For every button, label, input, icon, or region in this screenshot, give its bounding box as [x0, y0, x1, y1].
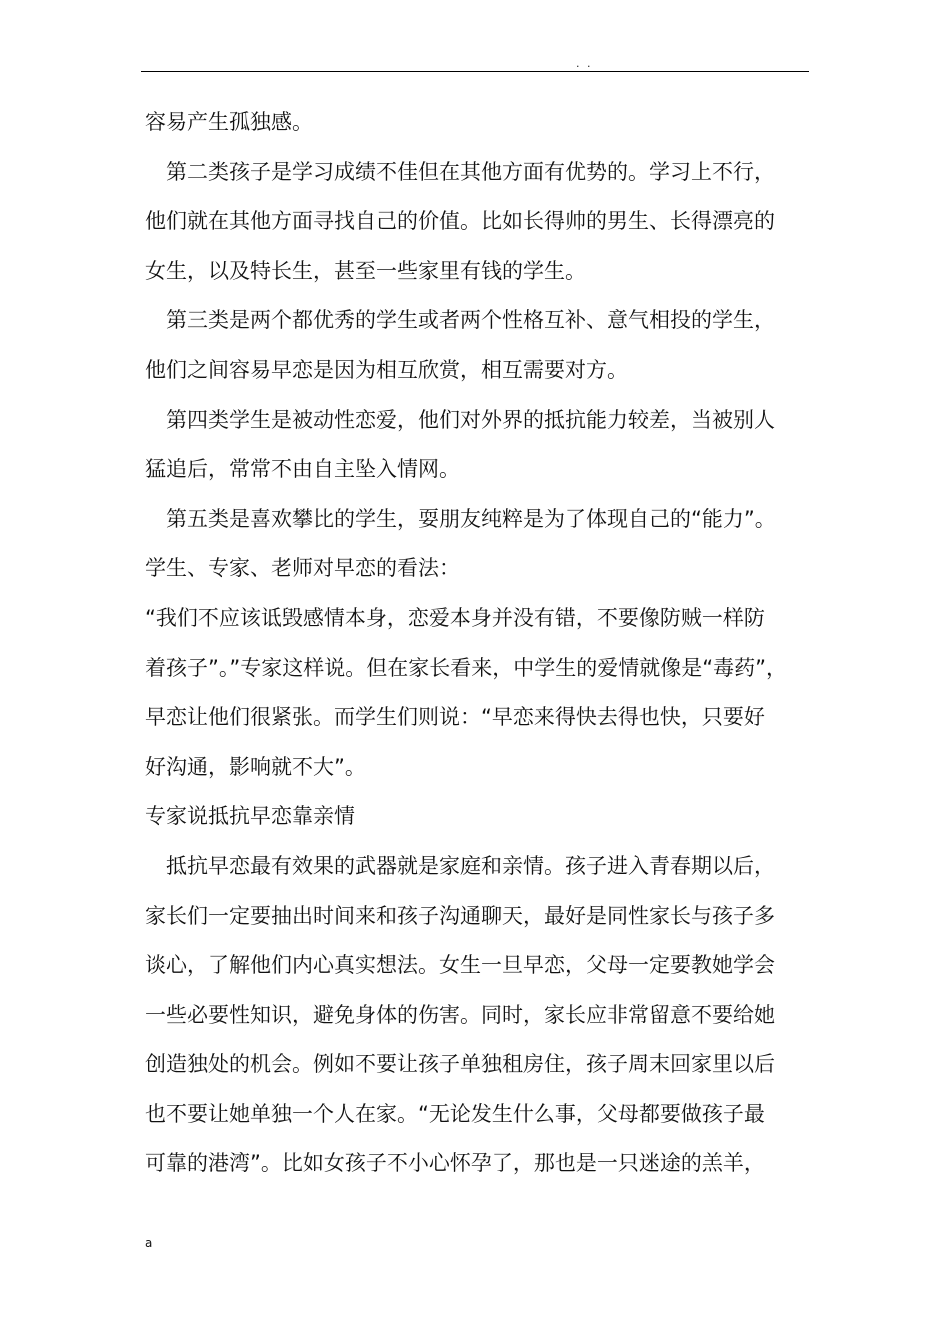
text-line: 学生、专家、老师对早恋的看法： [145, 556, 460, 581]
text-line: 可靠的港湾”。比如女孩子不小心怀孕了，那也是一只迷途的羔羊， [145, 1151, 765, 1176]
text-line: 第四类学生是被动性恋爱，他们对外界的抵抗能力较差，当被别人 [166, 407, 775, 432]
text-line: 第三类是两个都优秀的学生或者两个性格互补、意气相投的学生， [166, 308, 775, 333]
header-rule [141, 71, 809, 72]
text-line: 抵抗早恋最有效果的武器就是家庭和亲情。孩子进入青春期以后， [166, 853, 775, 878]
text-line: 也不要让她单独一个人在家。“无论发生什么事，父母都要做孩子最 [145, 1101, 765, 1126]
text-line: 好沟通，影响就不大”。 [145, 754, 366, 779]
text-line: 第五类是喜欢攀比的学生，耍朋友纯粹是为了体现自己的“能力”。 [166, 506, 776, 531]
text-line: 专家说抵抗早恋靠亲情 [145, 804, 355, 829]
text-line: 猛追后，常常不由自主坠入情网。 [145, 457, 460, 482]
text-line: 家长们一定要抽出时间来和孩子沟通聊天，最好是同性家长与孩子多 [145, 903, 775, 928]
footer-mark: a [145, 1236, 153, 1250]
document-body [145, 98, 817, 1189]
text-line: 女生，以及特长生，甚至一些家里有钱的学生。 [145, 258, 586, 283]
text-line: 一些必要性知识，避免身体的伤害。同时，家长应非常留意不要给她 [145, 1002, 775, 1027]
text-line: 早恋让他们很紧张。而学生们则说：“早恋来得快去得也快，只要好 [145, 705, 765, 730]
text-line: 第二类孩子是学习成绩不佳但在其他方面有优势的。学习上不行， [166, 159, 775, 184]
header-dots: . . [576, 57, 593, 70]
text-line: 容易产生孤独感。 [145, 110, 313, 134]
text-line: 他们就在其他方面寻找自己的价值。比如长得帅的男生、长得漂亮的 [145, 209, 775, 234]
text-line: 他们之间容易早恋是因为相互欣赏，相互需要对方。 [145, 357, 628, 382]
text-line: 谈心，了解他们内心真实想法。女生一旦早恋，父母一定要教她学会 [145, 953, 775, 978]
text-line: “我们不应该诋毁感情本身，恋爱本身并没有错，不要像防贼一样防 [145, 605, 765, 630]
text-line: 创造独处的机会。例如不要让孩子单独租房住，孩子周末回家里以后 [145, 1052, 775, 1077]
text-line: 着孩子”。”专家这样说。但在家长看来，中学生的爱情就像是“毒药”， [145, 655, 788, 680]
